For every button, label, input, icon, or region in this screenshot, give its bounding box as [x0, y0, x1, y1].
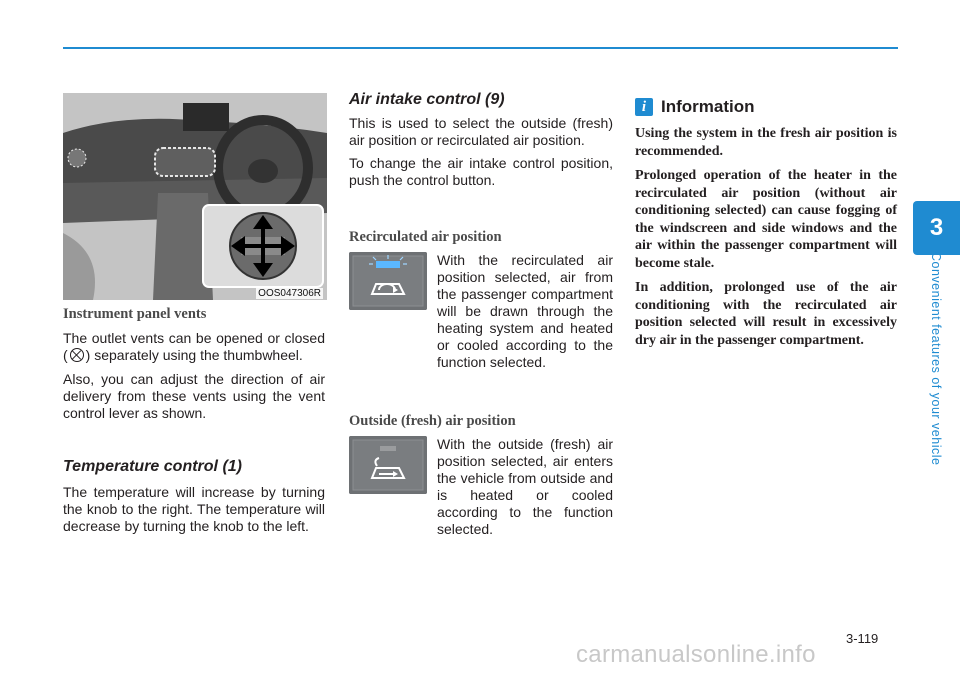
chapter-title: Convenient features of your vehicle: [929, 252, 943, 466]
instrument-vents-section: [63, 306, 325, 422]
recirculated-text-block: [437, 252, 613, 371]
information-header: [635, 97, 897, 117]
figure-caption: OOS047306R: [258, 288, 321, 299]
information-title: Information: [661, 97, 755, 116]
temperature-control-section: [63, 458, 325, 535]
instrument-vents-para1: The outlet vents can be opened or closed ( ) separately using the thumbwheel.: [63, 330, 325, 363]
temperature-control-para: The temperature will increase by turning the knob to the right. The temperature will decrease by turning the knob to the left.: [63, 484, 325, 534]
recirculated-para: With the recirculated air position selected, air from the passenger compartment will be drawn through the heating system and heated or cooled according to the function selected.: [437, 252, 613, 370]
watermark: carmanualsonline.info: [576, 641, 816, 668]
fresh-air-icon: [349, 436, 427, 494]
air-intake-para2: To change the air intake control position, push the control button.: [349, 155, 613, 188]
recirculated-heading: Recirculated air position: [349, 229, 502, 245]
info-icon: i: [635, 98, 653, 116]
outside-air-heading: Outside (fresh) air position: [349, 413, 516, 429]
temperature-control-heading: Temperature control (1): [63, 458, 242, 475]
outside-air-para: With the outside (fresh) air position selected, air enters the vehicle from outside and is heated or cooled according to the function selected.: [437, 436, 613, 537]
air-intake-para1: This is used to select the outside (fresh) air position or recirculated air position.: [349, 115, 613, 148]
instrument-vents-heading: Instrument panel vents: [63, 306, 207, 322]
outside-air-section: [349, 413, 613, 430]
vent-close-icon: [70, 348, 84, 362]
information-para3: In addition, prolonged use of the air conditioning with the recirculated air position selected will result in excessively dry air in the passenger compartment.: [635, 280, 897, 348]
page-number: 3-119: [846, 631, 879, 646]
outside-air-text-block: [437, 436, 613, 538]
outside-air-button-image: [349, 436, 427, 494]
recirculated-section: [349, 229, 613, 246]
information-para2: Prolonged operation of the heater in the recirculated air position (without air conditioning selected) can cause fogging of the windscreen and side windows and the air within the passenger compartment will become stale.: [635, 168, 897, 271]
recirculate-icon: [349, 252, 427, 310]
information-box: [635, 97, 897, 349]
dashboard-illustration: [63, 93, 327, 300]
instrument-vents-para2: Also, you can adjust the direction of air delivery from these vents using the vent control lever as shown.: [63, 371, 325, 421]
chapter-number-tab: 3: [913, 201, 960, 255]
recirculated-button-image: [349, 252, 427, 310]
information-para1: Using the system in the fresh air position is recommended.: [635, 126, 897, 159]
air-intake-heading: Air intake control (9): [349, 91, 505, 108]
air-intake-section: [349, 91, 613, 189]
dashboard-figure: [63, 93, 327, 300]
top-rule: [63, 47, 898, 49]
